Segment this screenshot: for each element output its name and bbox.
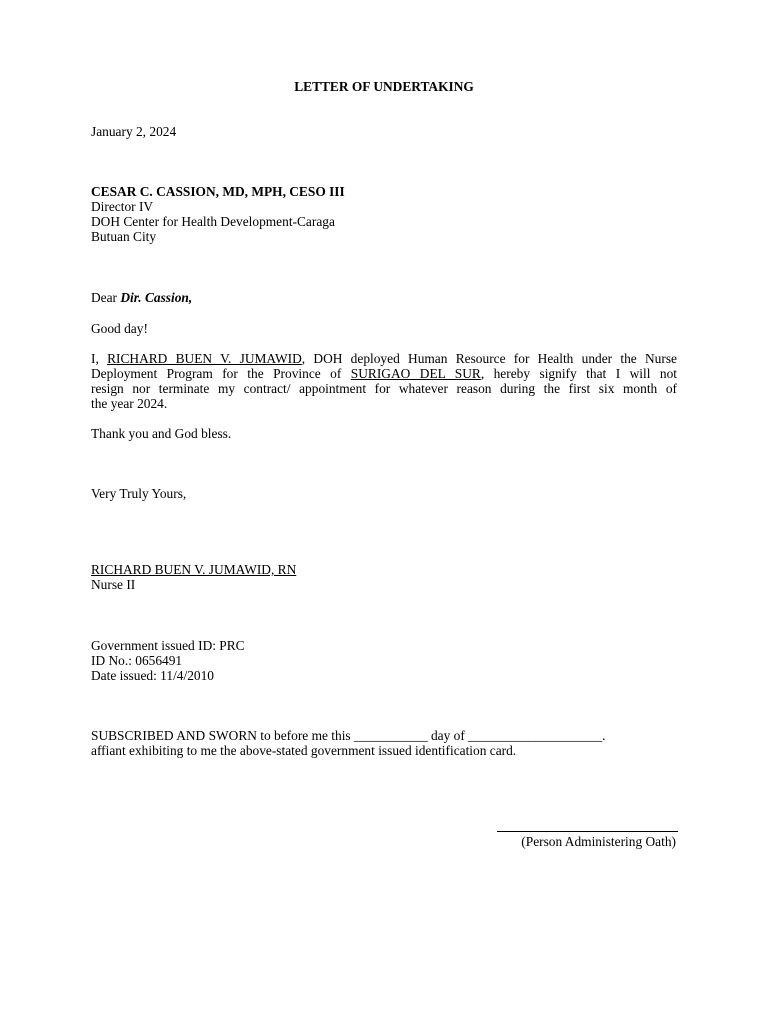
body-text: Deployment Program for the Province of [91, 366, 342, 381]
id-number: ID No.: 0656491 [91, 653, 183, 668]
closing: Very Truly Yours, [91, 486, 187, 501]
body-text: , DOH deployed Human Resource for Health under the Nurse [301, 351, 677, 366]
jurat-block [91, 728, 677, 758]
id-date-issued: Date issued: 11/4/2010 [91, 668, 214, 683]
signature-block [91, 562, 296, 592]
signer-position: Nurse II [91, 577, 136, 592]
salutation-prefix: Dear [91, 290, 118, 305]
recipient-office: DOH Center for Health Development-Caraga [91, 214, 335, 229]
id-info-block [91, 638, 245, 683]
body-line-3: resign nor terminate my contract/ appointment for whatever reason during the first six month of [91, 381, 677, 396]
recipient-position: Director IV [91, 199, 154, 214]
thanks-line: Thank you and God bless. [91, 426, 232, 441]
body-paragraph [91, 351, 677, 411]
body-line-4: the year 2024. [91, 396, 168, 411]
body-text: I, [91, 351, 99, 366]
employee-name: RICHARD BUEN V. JUMAWID [107, 351, 302, 366]
salutation-name: Dir. Cassion, [120, 290, 193, 305]
oath-signature-line [497, 831, 678, 832]
jurat-line-1: SUBSCRIBED AND SWORN to before me this ___________ day of ____________________. [91, 728, 606, 743]
province-name: SURIGAO DEL SUR [350, 366, 481, 381]
recipient-city: Butuan City [91, 229, 157, 244]
body-line-1 [91, 351, 677, 366]
body-line-2 [91, 366, 677, 381]
signer-name: RICHARD BUEN V. JUMAWID, RN [91, 562, 297, 577]
document-title: LETTER OF UNDERTAKING [294, 79, 474, 94]
body-text: , hereby signify that I will not [480, 366, 678, 381]
jurat-line-2: affiant exhibiting to me the above-stated government issued identification card. [91, 743, 517, 758]
oath-label: (Person Administering Oath) [521, 834, 676, 849]
letter-date: January 2, 2024 [91, 124, 177, 139]
recipient-block [91, 184, 345, 244]
salutation [91, 290, 192, 305]
gov-id: Government issued ID: PRC [91, 638, 245, 653]
greeting: Good day! [91, 321, 148, 336]
recipient-name: CESAR C. CASSION, MD, MPH, CESO III [91, 184, 345, 199]
